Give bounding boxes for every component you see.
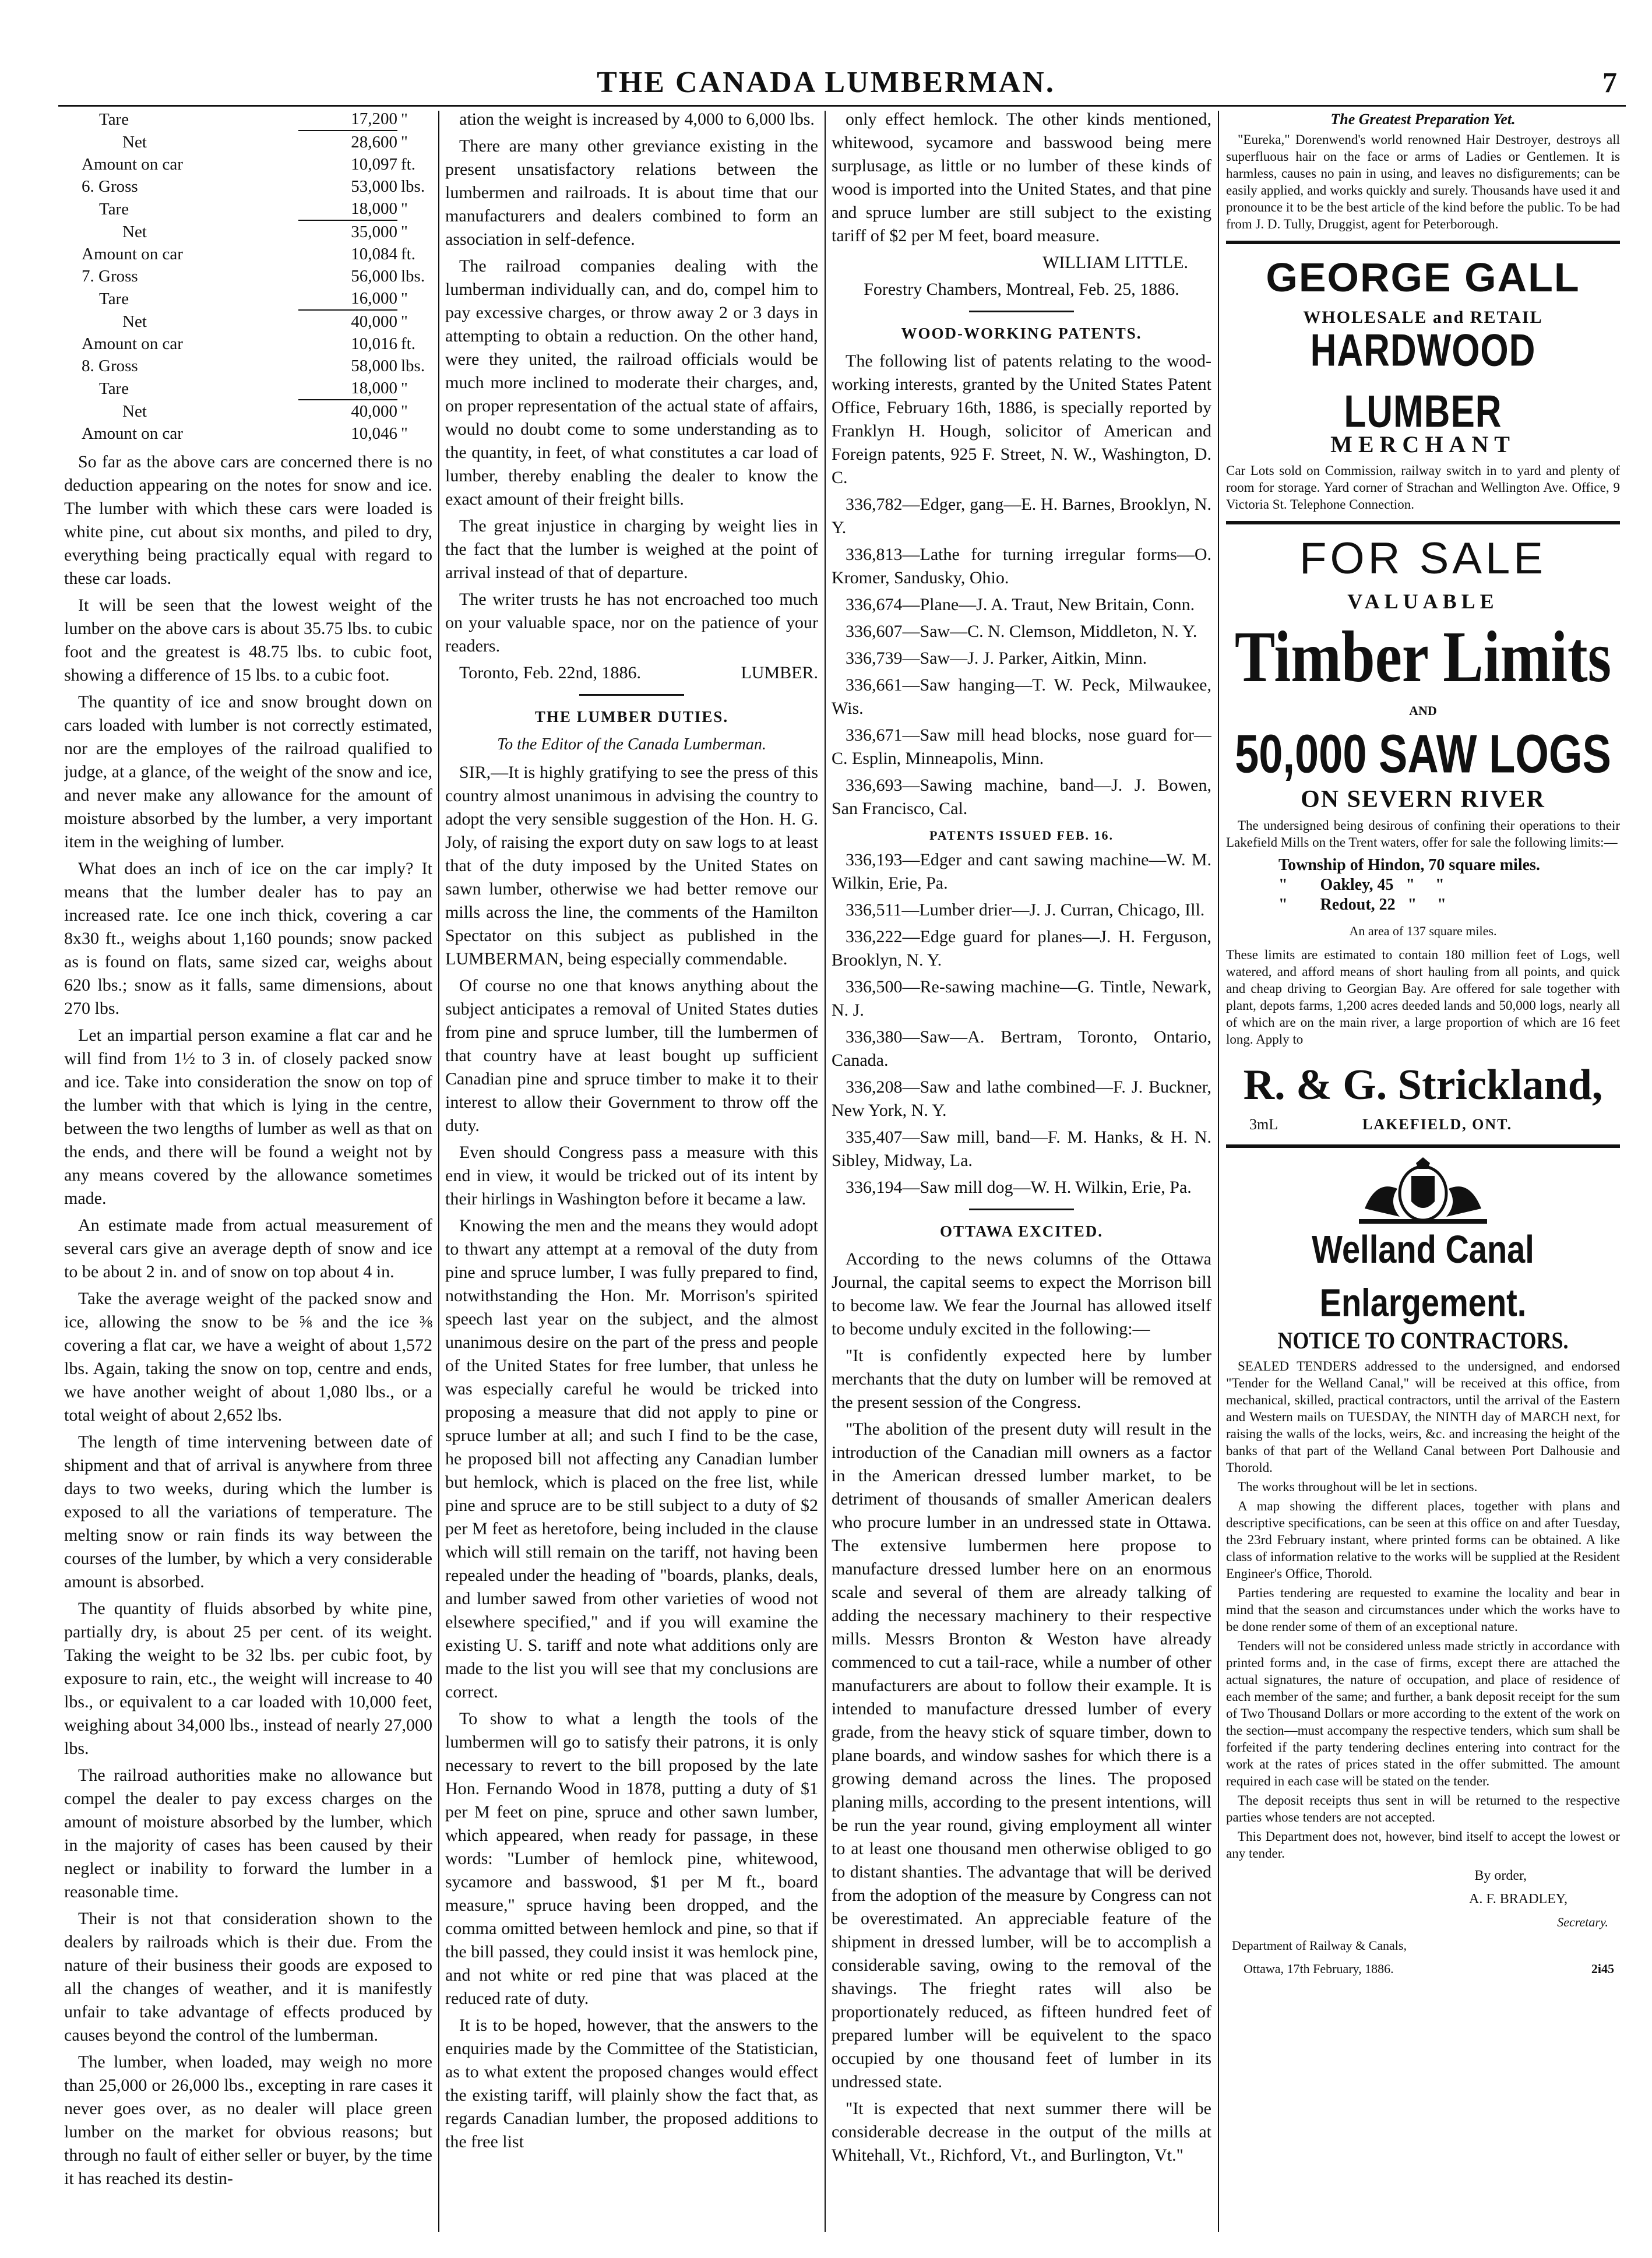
- article-paragraph: So far as the above cars are concerned there is no deduction appearing on the notes for snow and ice. The lumber with which these cars were loaded is white pine, cut about six months, and piled to dry, everything being practically equal with regard to these car loads.: [64, 452, 432, 588]
- weight-value: 56,000: [351, 267, 397, 286]
- article-paragraph: only effect hemlock. The other kinds mentioned, whitewood, sycamore and basswood being mere surplusage, as little or no lumber of these kinds of wood is imported into the United States, and that pine and spruce lumber are still subject to the existing tariff of $2 per M feet, board measure.: [832, 110, 1211, 245]
- column-divider: [438, 111, 439, 2232]
- signoff-name: LUMBER.: [741, 663, 818, 682]
- section-rule: [579, 694, 684, 696]
- weight-label: Amount on car: [82, 424, 183, 443]
- sale-valuable: VALUABLE: [1347, 590, 1499, 613]
- article-paragraph: The lumber, when loaded, may weigh no more than 25,000 or 26,000 lbs., excepting in rare cases it never goes over, as no dealer will place green lumber on the market for obvious reasons; but through no fault of either seller or buyer, by the time it has reached its destin-: [64, 2052, 432, 2188]
- column-1-text: [64, 450, 432, 2190]
- article-paragraph: What does an inch of ice on the car imply? It means that the lumber dealer has to pay an increased rate. Ice one inch thick, covering a car 8x30 ft., weighs about 1,160 pounds; snow packed as is found on flats, same sized car, weighs about 620 lbs.; snow as it falls, same dimensions, about 270 lbs.: [64, 859, 432, 1018]
- strickland-place-line: [1226, 1113, 1620, 1136]
- patent-entry: 336,222—Edge guard for planes—J. H. Ferguson, Brooklyn, N. Y.: [832, 927, 1211, 970]
- ad-rule: [1226, 241, 1620, 244]
- article-paragraph: The length of time intervening between date of shipment and that of arrival is anywhere from three days to two weeks, during which the lumber is exposed to all the variations of temperature. The melting snow or rain finds its way between the courses of the lumber, by which a very considerable amount is absorbed.: [64, 1432, 432, 1591]
- article-paragraph: "The abolition of the present duty will result in the introduction of the Canadian mill owners as a factor in the American dressed lumber market, to be detriment of thousands of smaller American dealers who procure lumber in an undressed state in Ottawa. The extensive lumbermen here propose to manufacture dressed lumber here on an enormous scale and several of them are already talking of adding the necessary machinery to their respective mills. Messrs Bronton & Weston have already commenced to cut a tail-race, while a number of other manufacturers are about to follow their example. It is intended to manufacture dressed lumber of every grade, from the heavy stick of square timber, down to plane boards, and window sashes for which there is a growing demand across the lines. The proposed planing mills, according to the present intentions, will be run the year round, giving employment all winter to at least one thousand men otherwise obliged to go to distant shanties. The advantage that will be derived from the adoption of the measure by Congress can not be overestimated. An appreciable feature of the shipment in dressed lumber, will be to accomplish a considerable saving, owing to the removal of the shavings. The frieght rates will also be proportionately reduced, as fifteen hundred feet of prepared lumber will be equivelent to the spaco occupied by one thousand feet of lumber in its undressed state.: [832, 1419, 1211, 2091]
- article-paragraph: Their is not that consideration shown to the dealers by railroads which is their due. From the nature of their business their goods are exposed to all the changes of weather, and it is manifestly unfair to take advantage of effects produced by causes beyond the control of the lumberman.: [64, 1909, 432, 2045]
- weight-label: Net: [122, 401, 147, 421]
- car-weight-table: [64, 108, 432, 445]
- weight-label: Amount on car: [82, 245, 183, 263]
- patent-entry: 336,500—Re-sawing machine—G. Tintle, Newark, N. J.: [832, 977, 1211, 1020]
- weight-unit: lbs.: [401, 177, 425, 196]
- george-gall-ad: [1226, 252, 1620, 513]
- patent-entry: 336,607—Saw—C. N. Clemson, Middleton, N. Y.: [846, 622, 1197, 641]
- weight-row: [64, 198, 432, 220]
- weight-value: 53,000: [351, 177, 397, 196]
- weight-row: [64, 422, 432, 445]
- patent-entry: 336,674—Plane—J. A. Traut, New Britain, Conn.: [846, 595, 1195, 614]
- hair-destroyer-ad: [1226, 108, 1620, 233]
- weight-label: 7. Gross: [82, 267, 138, 286]
- ad-text: "Eureka," Dorenwend's world renowned Hair Destroyer, destroys all superfluous hair on the face or arms of Ladies or Gentlemen. It is harmless, causes no pain in using, and leaves no disfigurements; can be easily applied, and works quickly and surely. Thousands have used it and pronounce it to be the best article of the kind before the public. To be had from J. D. Tully, Druggist, agent for Peterborough.: [1226, 132, 1620, 231]
- letter-signoff: [445, 661, 818, 685]
- strickland-name: R. & G. Strickland,: [1243, 1061, 1603, 1109]
- weight-row: [64, 355, 432, 377]
- order-name: A. F. BRADLEY,: [1469, 1891, 1568, 1907]
- ottawa-heading: OTTAWA EXCITED.: [939, 1223, 1104, 1240]
- ad-rule: [1226, 521, 1620, 524]
- article-paragraph: "It is expected that next summer there will be considerable decrease in the output of the mills at Whitehall, Vt., Richford, Vt., and Burlington, Vt.": [832, 2099, 1211, 2165]
- notice-paragraph: The works throughout will be let in sections.: [1238, 1479, 1478, 1494]
- weight-unit: ": [401, 379, 408, 398]
- article-paragraph: It will be seen that the lowest weight of the lumber on the above cars is about 35.75 lbs. to cubic foot and the greatest is 48.75 lbs. to cubic foot, showing a difference of 15 lbs. to a cubic foot.: [64, 596, 432, 685]
- weight-value: 10,084: [351, 245, 397, 263]
- weight-unit: ": [401, 110, 408, 129]
- department-date: Ottawa, 17th February, 1886.: [1244, 1961, 1394, 1976]
- article-paragraph: The quantity of fluids absorbed by white pine, partially dry, is about 25 per cent. of its weight. Taking the weight to be 32 lbs. per cubic foot, by exposure to rain, etc., the weight will increase to 40 lbs., or equivalent to a car loaded with 10,000 feet, weighing about 34,000 lbs., instead of nearly 27,000 lbs.: [64, 1599, 432, 1758]
- for-sale-ad: [1226, 533, 1620, 1136]
- article-paragraph: SIR,—It is highly gratifying to see the press of this country almost unanimous in advising the country to adopt the very sensible suggestion of the Hon. H. G. Joly, of raising the export duty on saw logs to at least that of the duty imposed by the United States on sawn lumber, otherwise we had better remove our mills across the line, the comments of the Hamilton Spectator on this subject as published in the LUMBERMAN, being especially commendable.: [445, 763, 818, 968]
- notice-paragraph: Tenders will not be considered unless made strictly in accordance with printed forms and, in the case of firms, except there are attached the actual signatures, the nature of occupation, and place of residence of each member of the same; and further, a bank deposit receipt for the sum of Two Thousand Dollars or more according to the extent of the work on the section—must accompany the respective tenders, which sum shall be forfeited if the party tendering declines entering into contract for the work at the rates of prices stated in the offer submitted. The amount required in each case will be stated on the tender.: [1226, 1639, 1620, 1788]
- township-line: " Oakley, 45 " ": [1278, 876, 1445, 894]
- department-date-line: [1226, 1957, 1620, 1981]
- sale-saw-logs: 50,000 SAW LOGS: [1235, 723, 1611, 784]
- department-code: 2i45: [1591, 1961, 1614, 1976]
- weight-label: Tare: [99, 110, 129, 129]
- weight-unit: ": [401, 222, 408, 241]
- weight-unit: ft.: [401, 245, 415, 263]
- gall-subtitle: WHOLESALE and RETAIL: [1303, 308, 1543, 327]
- weight-value: 28,600: [351, 133, 397, 152]
- patent-entry: 336,813—Lathe for turning irregular forms—O. Kromer, Sandusky, Ohio.: [832, 545, 1211, 587]
- article-paragraph: Take the average weight of the packed snow and ice, allowing the snow to be ⅝ and the ice ⅜ covering a flat car, we have a weight of about 1,572 lbs. Again, taking the snow on top, centre and ends, we have another weight of about 1,080 lbs., or a total weight of about 2,652 lbs.: [64, 1289, 432, 1425]
- weight-row: [64, 175, 432, 198]
- article-paragraph: The great injustice in charging by weight lies in the fact that the lumber is weighed at the point of arrival instead of that of departure.: [445, 516, 818, 582]
- patents-intro: The following list of patents relating to the wood-working interests, granted by the United States Patent Office, February 16th, 1886, is specially reported by Franklyn H. Hough, solicitor of American and Foreign patents, 925 F. Street, N. W., Washington, D. C.: [832, 351, 1211, 487]
- column-divider: [825, 111, 826, 2232]
- order-title: Secretary.: [1557, 1915, 1608, 1929]
- gall-merchant: MERCHANT: [1330, 431, 1516, 457]
- column-4-ads: [1226, 108, 1620, 2223]
- gall-details: Car Lots sold on Commission, railway switch in to yard and plenty of room for storage. Yard corner of Strachan and Wellington Ave. Office, 9 Victoria St. Telephone Connection.: [1226, 463, 1620, 512]
- patent-entry: 336,661—Saw hanging—T. W. Peck, Milwaukee, Wis.: [832, 675, 1211, 718]
- patent-entry: 336,194—Saw mill dog—W. H. Wilkin, Erie, Pa.: [846, 1178, 1192, 1197]
- weight-unit: ": [401, 289, 408, 308]
- weight-row: [64, 131, 432, 153]
- sale-area: An area of 137 square miles.: [1349, 924, 1497, 938]
- weight-label: Amount on car: [82, 334, 183, 353]
- royal-coat-of-arms-icon: [1347, 1156, 1499, 1226]
- sale-timber-limits: Timber Limits: [1234, 617, 1612, 698]
- sale-and: AND: [1409, 703, 1437, 718]
- patent-entry: 336,671—Saw mill head blocks, nose guard for—C. Esplin, Minneapolis, Minn.: [832, 725, 1211, 768]
- patent-entry: 336,511—Lumber drier—J. J. Curran, Chicago, Ill.: [846, 900, 1205, 920]
- weight-row: [64, 333, 432, 355]
- patents-heading: WOOD-WORKING PATENTS.: [901, 325, 1142, 342]
- masthead-title: THE CANADA LUMBERMAN.: [597, 66, 1055, 99]
- weight-value: 18,000: [298, 377, 397, 400]
- notice-paragraph: This Department does not, however, bind itself to accept the lowest or any tender.: [1226, 1829, 1620, 1861]
- weight-unit: ": [401, 424, 408, 443]
- column-divider: [1218, 111, 1219, 2232]
- weight-label: 6. Gross: [82, 177, 138, 196]
- signature: WILLIAM LITTLE.: [1042, 253, 1188, 272]
- notice-heading: NOTICE TO CONTRACTORS.: [1277, 1327, 1569, 1354]
- weight-unit: ": [401, 132, 408, 152]
- patents-subheading: PATENTS ISSUED FEB. 16.: [929, 828, 1114, 843]
- signature-place: Forestry Chambers, Montreal, Feb. 25, 1886.: [864, 280, 1179, 299]
- weight-unit: lbs.: [401, 267, 425, 286]
- gall-hardwood: HARDWOOD LUMBER: [1310, 325, 1536, 437]
- weight-label: Net: [122, 222, 147, 241]
- notice-paragraph: The deposit receipts thus sent in will be returned to the respective parties whose tenders are not accepted.: [1226, 1793, 1620, 1824]
- column-3: [832, 108, 1211, 2223]
- weight-label: Amount on car: [82, 155, 183, 174]
- article-paragraph: The writer trusts he has not encroached too much on your valuable space, nor on the patience of your readers.: [445, 590, 818, 656]
- weight-row: [64, 287, 432, 310]
- patent-entry: 335,407—Saw mill, band—F. M. Hanks, & H. N. Sibley, Midway, La.: [832, 1128, 1211, 1170]
- article-paragraph: The quantity of ice and snow brought down on cars loaded with lumber is not correctly estimated, nor are the employes of the railroad qualified to judge, at a glance, of the weight of the snow and ice, and never make any allowance for the amount of moisture absorbed by the lumber, a very important item in the weighing of lumber.: [64, 692, 432, 851]
- weight-value: 58,000: [351, 357, 397, 375]
- article-paragraph: To show to what a length the tools of the lumbermen will go to satisfy their patrons, it is only necessary to revert to the bill proposed by the late Hon. Fernando Wood in 1878, putting a duty of $1 per M feet on pine, spruce and other sawn lumber, which appeared, when ready for passage, in these words: "Lumber of hemlock pine, whitewood, sycamore and basswood, $1 per M ft., board measure," spruce having been dropped, and the comma omitted between hemlock and pine, so that if the bill passed, they could insist it was hemlock pine, and not white or red pine that was placed at the reduced rate of duty.: [445, 1709, 818, 2008]
- weight-row: [64, 310, 432, 333]
- weight-label: Net: [122, 312, 147, 331]
- weight-value: 35,000: [351, 223, 397, 241]
- ad-heading: The Greatest Preparation Yet.: [1330, 111, 1516, 128]
- masthead: [0, 58, 1652, 105]
- weight-value: 17,200: [298, 108, 397, 131]
- article-paragraph: Knowing the men and the means they would adopt to thwart any attempt at a removal of the duty from pine and spruce lumber, I was fully prepared to find, notwithstanding the Hon. Mr. Morrison's spirited speech last year on the subject, and the almost unanimous desire on the part of the press and people of the United States for free lumber, that unless he was especially careful he would be tricked into proposing a measure that did not apply to pine or spruce lumber at all; and such I find to be the case, he proposed bill not affecting any Canadian lumber but hemlock, which is placed on the free list, while pine and spruce are to be still subject to a duty of $2 per M feet as heretofore, being included in the clause which will still remain on the tariff, not having been repealed under the heading of "boards, planks, deals, and lumber sawed from other varieties of wood not elsewhere specified," and if you will examine the existing U. S. tariff and note what additions only are made to the list you will see that my conclusions are correct.: [445, 1216, 818, 1702]
- weight-value: 10,016: [351, 334, 397, 353]
- sale-heading: FOR SALE: [1299, 534, 1547, 583]
- weight-label: Tare: [99, 199, 129, 219]
- patent-entry: 336,782—Edger, gang—E. H. Barnes, Brooklyn, N. Y.: [832, 495, 1211, 537]
- weight-unit: ft.: [401, 334, 415, 353]
- weight-value: 10,097: [351, 155, 397, 174]
- notice-paragraph: SEALED TENDERS addressed to the undersigned, and endorsed "Tender for the Welland Canal," will be received at this office, from mechanical, skilled, practical contractors, until the arrival of the Eastern and Western mails on TUESDAY, the NINTH day of MARCH next, for raising the walls of the locks, weirs, &c. and increasing the height of the banks of that part of the Welland Canal between Port Dalhousie and Thorold.: [1226, 1359, 1620, 1475]
- weight-label: Tare: [99, 289, 129, 308]
- section-heading: THE LUMBER DUTIES.: [534, 708, 729, 725]
- welland-heading: Welland Canal Enlargement.: [1312, 1227, 1534, 1324]
- article-paragraph: There are many other greviance existing in the present unsatisfactory relations between the lumbermen and railroads. It is about time that our manufacturers and dealers combined to form an association in self-defence.: [445, 136, 818, 249]
- weight-unit: ": [401, 199, 408, 219]
- column-2: [445, 108, 818, 2223]
- welland-canal-ad: [1226, 1156, 1620, 1981]
- patent-entry: 336,208—Saw and lathe combined—F. J. Buckner, New York, N. Y.: [832, 1077, 1211, 1120]
- weight-value: 18,000: [298, 198, 397, 220]
- weight-value: 40,000: [351, 312, 397, 331]
- township-list: [1226, 855, 1620, 915]
- department-line: Department of Railway & Canals,: [1232, 1938, 1407, 1953]
- section-subheading: To the Editor of the Canada Lumberman.: [497, 735, 766, 753]
- weight-row: [64, 377, 432, 400]
- ad-rule: [1226, 1144, 1620, 1148]
- sale-severn-river: ON SEVERN RIVER: [1301, 786, 1545, 813]
- gall-name: GEORGE GALL: [1266, 255, 1580, 300]
- weight-label: Tare: [99, 379, 129, 398]
- weight-value: 16,000: [298, 287, 397, 310]
- weight-unit: ft.: [401, 155, 415, 174]
- strickland-place: LAKEFIELD, ONT.: [1362, 1116, 1513, 1133]
- section-rule: [969, 311, 1074, 312]
- sale-text-2: These limits are estimated to contain 180 million feet of Logs, well watered, and afford means of short hauling from all points, and quick and cheap driving to Georgian Bay. Are offered for sale together with plant, depots farms, 1,200 acres deeded lands and 50,000 logs, nearly all of which are on the main river, a large proportion of which are 16 feet long. Apply to: [1226, 947, 1620, 1047]
- weight-unit: ": [401, 312, 408, 331]
- patent-entry: 336,739—Saw—J. J. Parker, Aitkin, Minn.: [846, 649, 1147, 668]
- notice-paragraph: A map showing the different places, together with plans and descriptive specifications, can be seen at this office on and after Tuesday, the 23rd February instant, where printed forms can be obtained. A like class of information relative to the works will be supplied at the Resident Engineer's Office, Thorold.: [1226, 1499, 1620, 1581]
- article-paragraph: Let an impartial person examine a flat car and he will find from 1½ to 3 in. of closely packed snow and ice. Take into consideration the snow on top of the lumber with that which is lying in the centre, between the two lengths of lumber as well as that on the ends, and there will be found a weight not by any means covered by the allowance sometimes made.: [64, 1026, 432, 1208]
- article-paragraph: It is to be hoped, however, that the answers to the enquiries made by the Committee of the Statistician, as to what extent the proposed changes would effect the existing tariff, will plainly show the fact that, as regards Canadian lumber, the proposed additions to the free list: [445, 2016, 818, 2151]
- article-paragraph: The railroad authorities make no allowance but compel the dealer to pay excess charges on the amount of moisture absorbed by the lumber, which in the majority of cases has been caused by their neglect or inability to forward the lumber in a reasonable time.: [64, 1766, 432, 1901]
- township-line: Township of Hindon, 70 square miles.: [1278, 856, 1540, 874]
- page-number: 7: [1602, 66, 1617, 98]
- weight-value: 40,000: [351, 402, 397, 421]
- article-paragraph: The railroad companies dealing with the lumberman individually can, and do, compel him to pay excessive charges, or throw away 2 or 3 days in attempting to obtain a reduction. On the other hand, were they united, the railroad officials would be much more inclined to moderate their charges, and, on proper representation of the actual state of affairs, would no doubt come to some understanding as to the quantity, in feet, of what constitutes a car load of lumber, thereby enabling the dealer to know the exact amount of their freight bills.: [445, 256, 818, 509]
- signoff-place: Toronto, Feb. 22nd, 1886.: [459, 663, 642, 682]
- weight-label: Net: [122, 132, 147, 152]
- notice-paragraph: Parties tendering are requested to examine the locality and bear in mind that the season and circumstances under which the works have to be done render some of them of an exceptional nature.: [1226, 1586, 1620, 1634]
- patent-entry: 336,693—Sawing machine, band—J. J. Bowen, San Francisco, Cal.: [832, 776, 1211, 818]
- article-paragraph: ation the weight is increased by 4,000 to 6,000 lbs.: [459, 110, 815, 129]
- weight-value: 10,046: [351, 424, 397, 443]
- masthead-rule: [58, 105, 1626, 107]
- weight-label: 8. Gross: [82, 357, 138, 375]
- sale-text: The undersigned being desirous of confining their operations to their Lakefield Mills on the Trent waters, offer for sale the following limits:—: [1226, 818, 1620, 850]
- article-paragraph: According to the news columns of the Ottawa Journal, the capital seems to expect the Morrison bill to become law. We fear the Journal has allowed itself to become unduly excited in the following:—: [832, 1249, 1211, 1338]
- weight-row: [64, 265, 432, 287]
- order-by: By order,: [1474, 1868, 1527, 1883]
- township-line: " Redout, 22 " ": [1278, 896, 1446, 914]
- patent-entry: 336,380—Saw—A. Bertram, Toronto, Ontario, Canada.: [832, 1027, 1211, 1070]
- article-paragraph: Even should Congress pass a measure with this end in view, it would be tricked out of its intent by their hirlings in Washington before it became a law.: [445, 1143, 818, 1209]
- weight-row: [64, 243, 432, 265]
- article-paragraph: Of course no one that knows anything about the subject anticipates a removal of United States duties from pine and spruce lumber, till the lumbermen of that country have at least bought up sufficient Canadian pine and spruce timber to make it to their interest to allow their Government to throw off the duty.: [445, 976, 818, 1135]
- weight-unit: ": [401, 401, 408, 421]
- weight-row: [64, 400, 432, 422]
- article-paragraph: An estimate made from actual measurement of several cars give an average depth of snow and ice to be about 2 in. and of snow on top about 4 in.: [64, 1216, 432, 1281]
- notice-text: [1226, 1358, 1620, 1862]
- article-paragraph: "It is confidently expected here by lumber merchants that the duty on lumber will be removed at the present session of the Congress.: [832, 1346, 1211, 1412]
- strickland-code: 3mL: [1249, 1116, 1278, 1133]
- column-1: [64, 108, 432, 2223]
- section-rule: [969, 1209, 1074, 1210]
- weight-row: [64, 220, 432, 243]
- weight-unit: lbs.: [401, 357, 425, 375]
- patent-entry: 336,193—Edger and cant sawing machine—W. M. Wilkin, Erie, Pa.: [832, 850, 1211, 893]
- weight-row: [64, 108, 432, 131]
- weight-row: [64, 153, 432, 175]
